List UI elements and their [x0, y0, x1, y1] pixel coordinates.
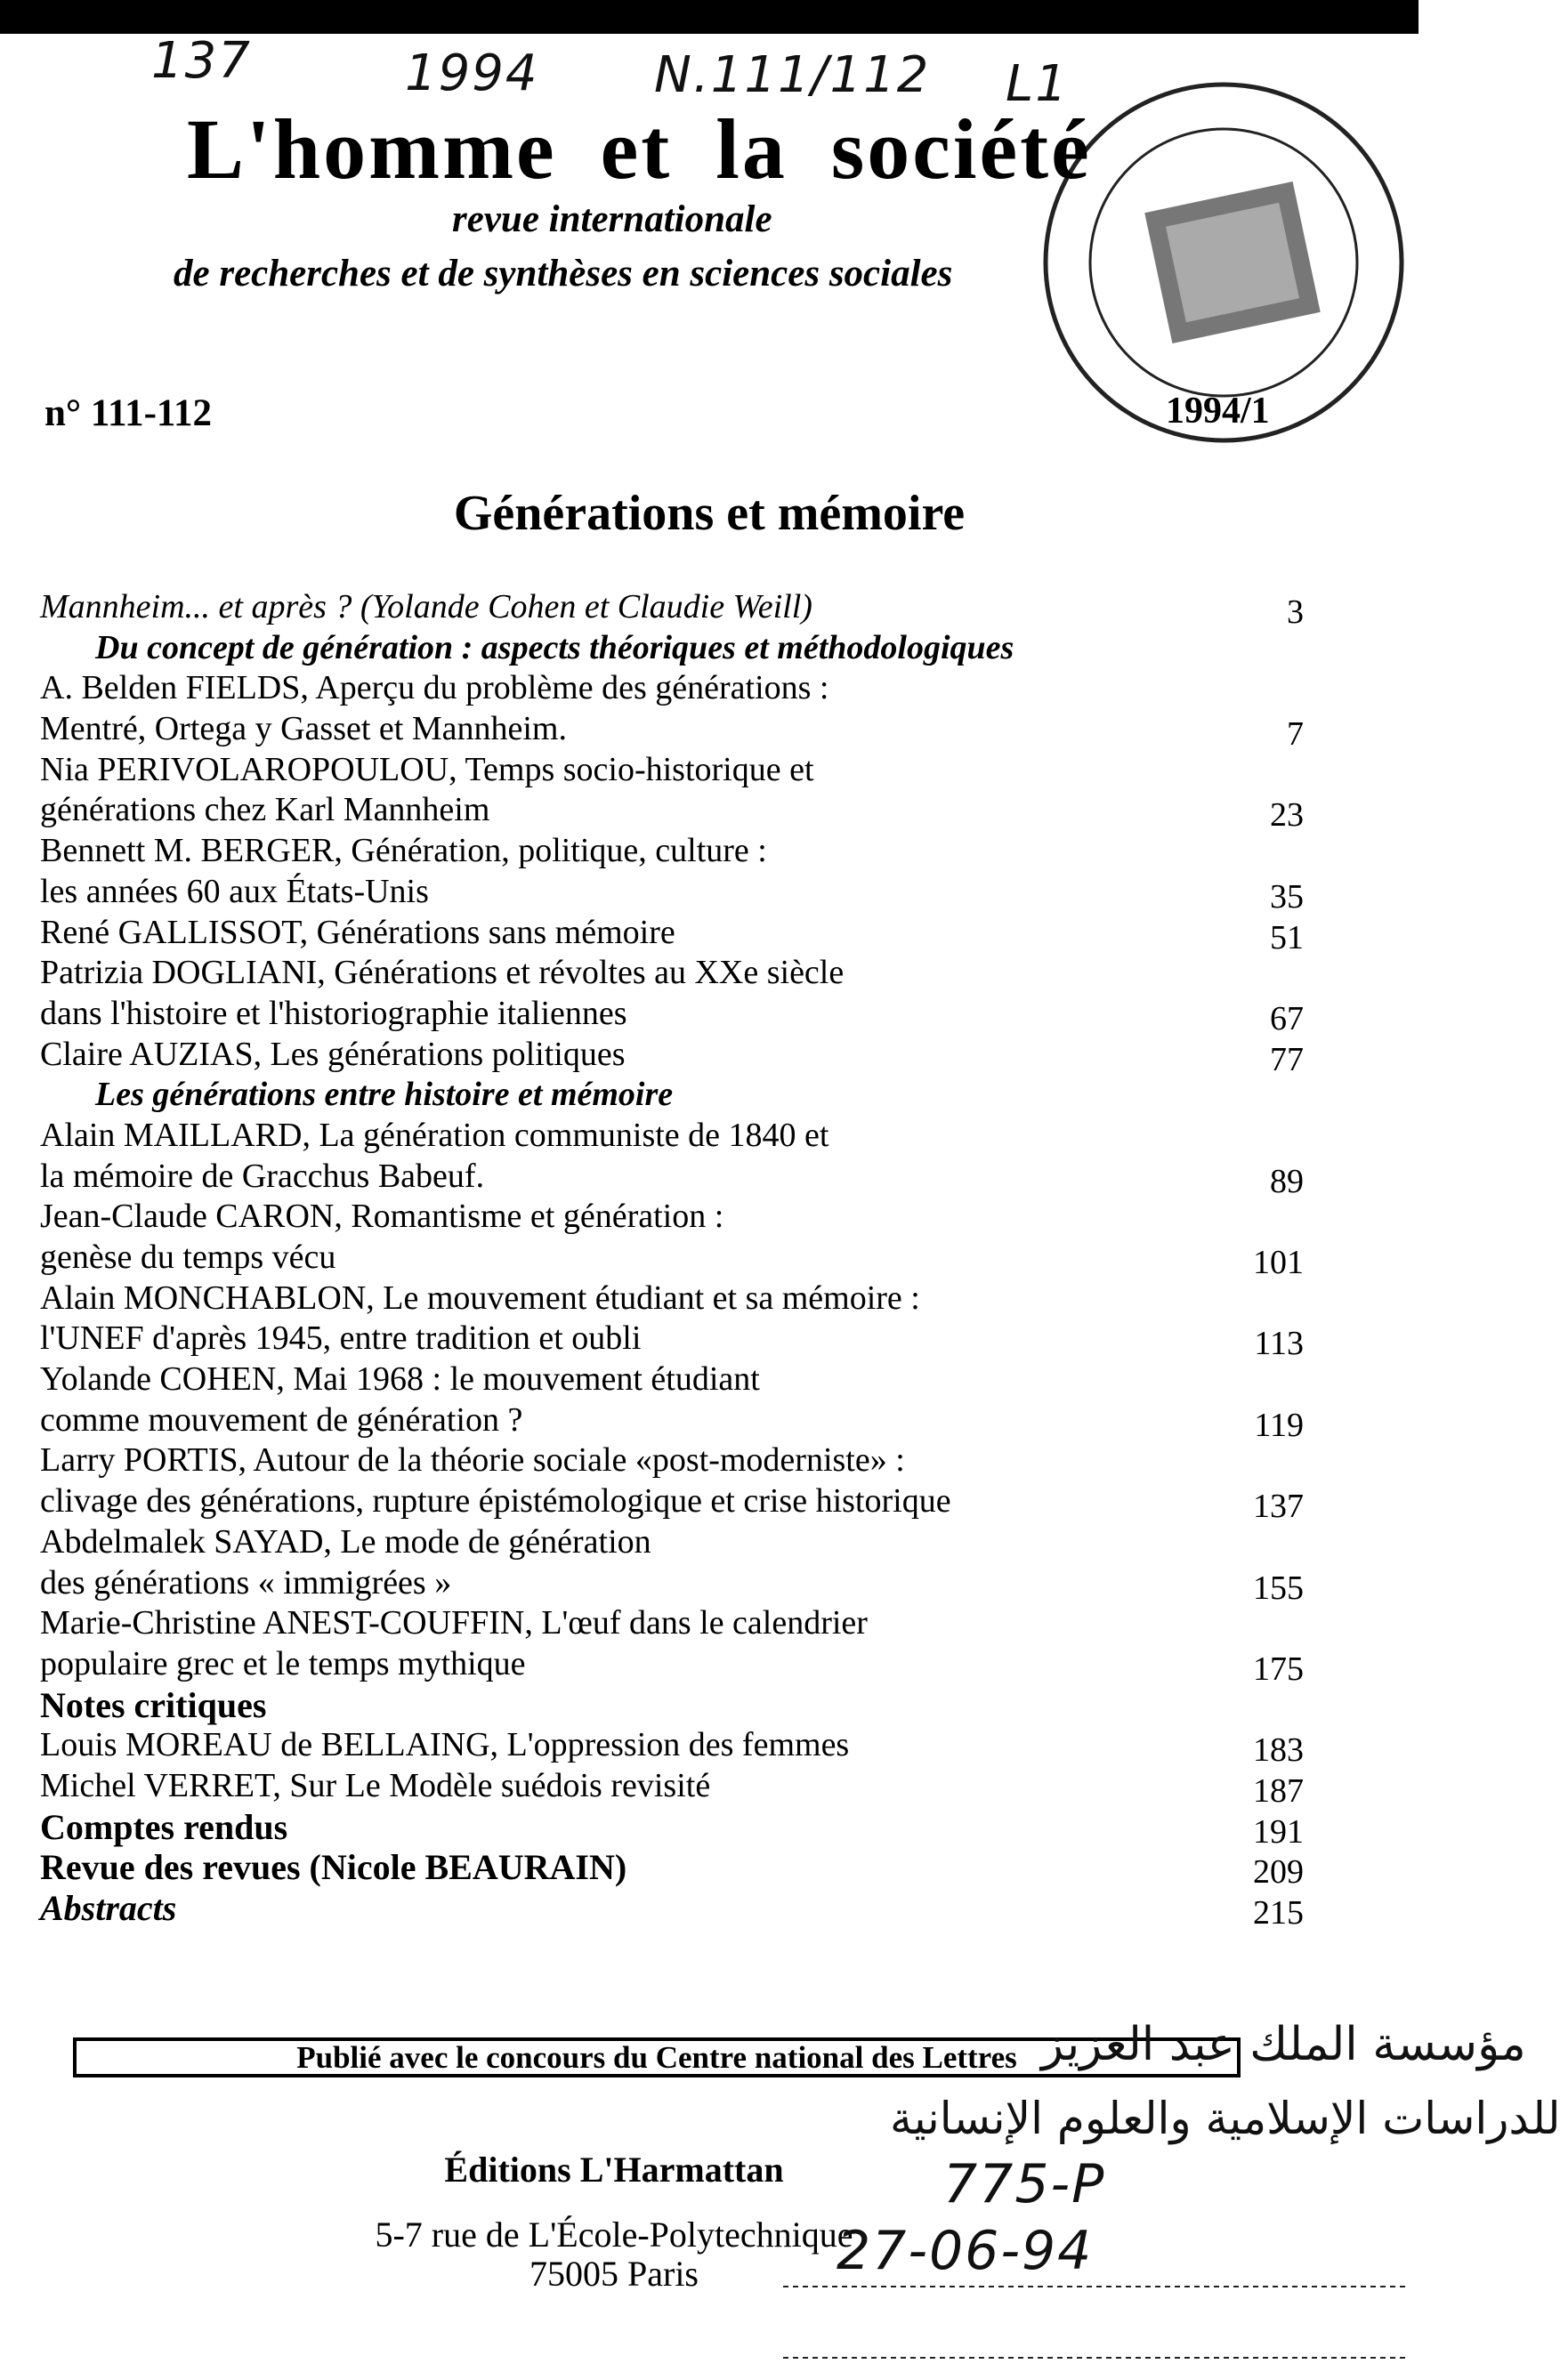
handwritten-ref: 137 [151, 32, 252, 90]
toc-entry [40, 668, 1304, 709]
toc-entry-text: générations chez Karl Mannheim [40, 791, 490, 829]
registration-underline-2 [783, 2349, 1406, 2367]
toc-entry-text: Mannheim... et après ? (Yolande Cohen et Claudie Weill) [40, 588, 812, 625]
toc-entry-text: Alain MONCHABLON, Le mouvement étudiant et sa mémoire : [40, 1279, 920, 1317]
toc-entry [40, 1035, 1304, 1076]
toc-entry-text: Revue des revues (Nicole BEAURAIN) [40, 1847, 627, 1888]
toc-entry-text: Mentré, Ortega y Gasset et Mannheim. [40, 710, 567, 748]
toc-entry-text: Alain MAILLARD, La génération communiste de 1840 et [40, 1116, 829, 1154]
registration-number: 775-P [943, 2153, 1106, 2215]
toc-entry-text: Michel VERRET, Sur Le Modèle suédois revisité [40, 1766, 711, 1804]
toc-entry [40, 709, 1304, 754]
toc-section-heading [40, 628, 1304, 669]
toc-entry [40, 1279, 1304, 1319]
toc-entry [40, 913, 1304, 954]
toc-entry [40, 1644, 1304, 1688]
handwritten-year: 1994 [405, 44, 539, 102]
toc-page-number: 113 [1254, 1325, 1304, 1363]
toc-page-number: 209 [1253, 1853, 1304, 1892]
toc-page-number: 51 [1270, 918, 1304, 956]
handwritten-code: L1 [1006, 55, 1069, 113]
toc-entry-text: Marie-Christine ANEST-COUFFIN, L'œuf dans le calendrier [40, 1604, 868, 1642]
toc-entry [40, 1847, 1304, 1892]
toc-page-number: 183 [1253, 1731, 1304, 1770]
toc-entry-text: comme mouvement de génération ? [40, 1400, 523, 1439]
toc-entry [40, 1440, 1304, 1481]
arabic-annotation-1: مؤسسة الملك عبد العزيز [1041, 2018, 1526, 2071]
toc-entry-text: populaire grec et le temps mythique [40, 1644, 526, 1682]
toc-entry [40, 1888, 1304, 1932]
toc-page-number: 89 [1270, 1162, 1304, 1200]
toc-entry-text: genèse du temps vécu [40, 1238, 336, 1276]
toc-entry-text: la mémoire de Gracchus Babeuf. [40, 1157, 485, 1195]
toc-entry-text: Notes critiques [40, 1684, 267, 1725]
publisher-name: Éditions L'Harmattan [444, 2150, 784, 2190]
toc-page-number: 3 [1287, 593, 1304, 631]
toc-entry-text: A. Belden FIELDS, Aperçu du problème des générations : [40, 669, 829, 707]
toc-entry-text: René GALLISSOT, Générations sans mémoire [40, 913, 675, 951]
toc-section-heading [40, 1075, 1304, 1116]
toc-entry-text: dans l'histoire et l'historiographie italiennes [40, 994, 627, 1032]
toc-entry [40, 1319, 1304, 1363]
toc-entry [40, 750, 1304, 791]
registration-underline [783, 2278, 1406, 2295]
toc-entry [40, 1725, 1304, 1770]
toc-entry-text: l'UNEF d'après 1945, entre tradition et oubli [40, 1319, 642, 1358]
toc-entry [40, 790, 1304, 835]
toc-page-number: 119 [1254, 1406, 1304, 1444]
arabic-annotation-2: للدراسات الإسلامية والعلوم الإنسانية [890, 2093, 1560, 2144]
toc-entry-text: des générations « immigrées » [40, 1563, 452, 1601]
registration-date: 27-06-94 [837, 2220, 1094, 2282]
toc-page-number: 215 [1253, 1894, 1304, 1932]
table-of-contents [40, 587, 1304, 1932]
toc-entry [40, 587, 1304, 631]
toc-page-number: 101 [1253, 1244, 1304, 1281]
toc-entry [40, 994, 1304, 1035]
toc-entry [40, 1359, 1304, 1400]
toc-page-number: 67 [1270, 999, 1304, 1037]
handwritten-number: N.111/112 [654, 46, 931, 104]
toc-entry-text: Les générations entre histoire et mémoire [95, 1076, 674, 1114]
toc-entry-text: Abdelmalek SAYAD, Le mode de génération [40, 1522, 651, 1561]
toc-page-number: 7 [1287, 715, 1304, 754]
toc-entry [40, 953, 1304, 994]
toc-entry [40, 1522, 1304, 1563]
toc-entry-text: Larry PORTIS, Autour de la théorie sociale «post-moderniste» : [40, 1441, 905, 1480]
toc-page-number: 23 [1270, 796, 1304, 835]
toc-entry-text: Comptes rendus [40, 1806, 288, 1847]
toc-page-number: 187 [1253, 1771, 1304, 1810]
toc-entry-text: Du concept de génération : aspects théoriques et méthodologiques [95, 628, 1014, 666]
top-black-border [0, 0, 1419, 34]
toc-entry [40, 1197, 1304, 1238]
toc-entry-text: Patrizia DOGLIANI, Générations et révoltes au XXe siècle [40, 954, 845, 992]
toc-entry [40, 1685, 1304, 1726]
toc-entry-text: Jean-Claude CARON, Romantisme et génération : [40, 1198, 724, 1236]
toc-page-number: 175 [1253, 1650, 1304, 1688]
toc-page-number: 155 [1253, 1569, 1304, 1607]
toc-entry [40, 831, 1304, 872]
toc-entry-text: Bennett M. BERGER, Génération, politique, culture : [40, 832, 767, 870]
toc-entry [40, 1400, 1304, 1444]
toc-entry-text: Abstracts [40, 1888, 177, 1928]
stamp-date: 1994/1 [1166, 391, 1270, 432]
toc-entry [40, 1157, 1304, 1198]
publication-notice: Publié avec le concours du Centre national des Lettres [73, 2037, 1241, 2077]
issue-number: n° 111-112 [44, 392, 213, 434]
subtitle-line2: de recherches et de synthèses en sciences sociales [174, 253, 953, 294]
address-line2: 75005 Paris [529, 2254, 699, 2294]
toc-entry [40, 1116, 1304, 1157]
journal-title: L'homme et la société [187, 101, 1092, 197]
subtitle-line1: revue internationale [452, 198, 772, 240]
toc-entry-text: les années 60 aux États-Unis [40, 872, 429, 910]
toc-entry-text: Claire AUZIAS, Les générations politiques [40, 1035, 626, 1073]
toc-entry-text: Louis MOREAU de BELLAING, L'oppression des femmes [40, 1726, 850, 1764]
toc-entry [40, 1806, 1304, 1851]
issue-theme: Générations et mémoire [453, 486, 966, 541]
toc-entry-text: Nia PERIVOLAROPOULOU, Temps socio-historique et [40, 750, 814, 788]
toc-page-number: 137 [1253, 1488, 1304, 1526]
stamp-postage [1144, 182, 1320, 343]
toc-entry [40, 1603, 1304, 1644]
toc-page-number: 77 [1270, 1040, 1304, 1078]
toc-entry [40, 1766, 1304, 1810]
toc-entry-text: clivage des générations, rupture épistémologique et crise historique [40, 1482, 951, 1521]
toc-entry [40, 872, 1304, 916]
toc-entry [40, 1563, 1304, 1607]
toc-entry [40, 1481, 1304, 1526]
toc-entry [40, 1238, 1304, 1279]
library-stamp [1041, 62, 1406, 463]
toc-page-number: 191 [1253, 1812, 1304, 1851]
address-line1: 5-7 rue de L'École-Polytechnique [375, 2215, 853, 2255]
toc-page-number: 35 [1270, 877, 1304, 916]
toc-entry-text: Yolande COHEN, Mai 1968 : le mouvement étudiant [40, 1360, 760, 1399]
